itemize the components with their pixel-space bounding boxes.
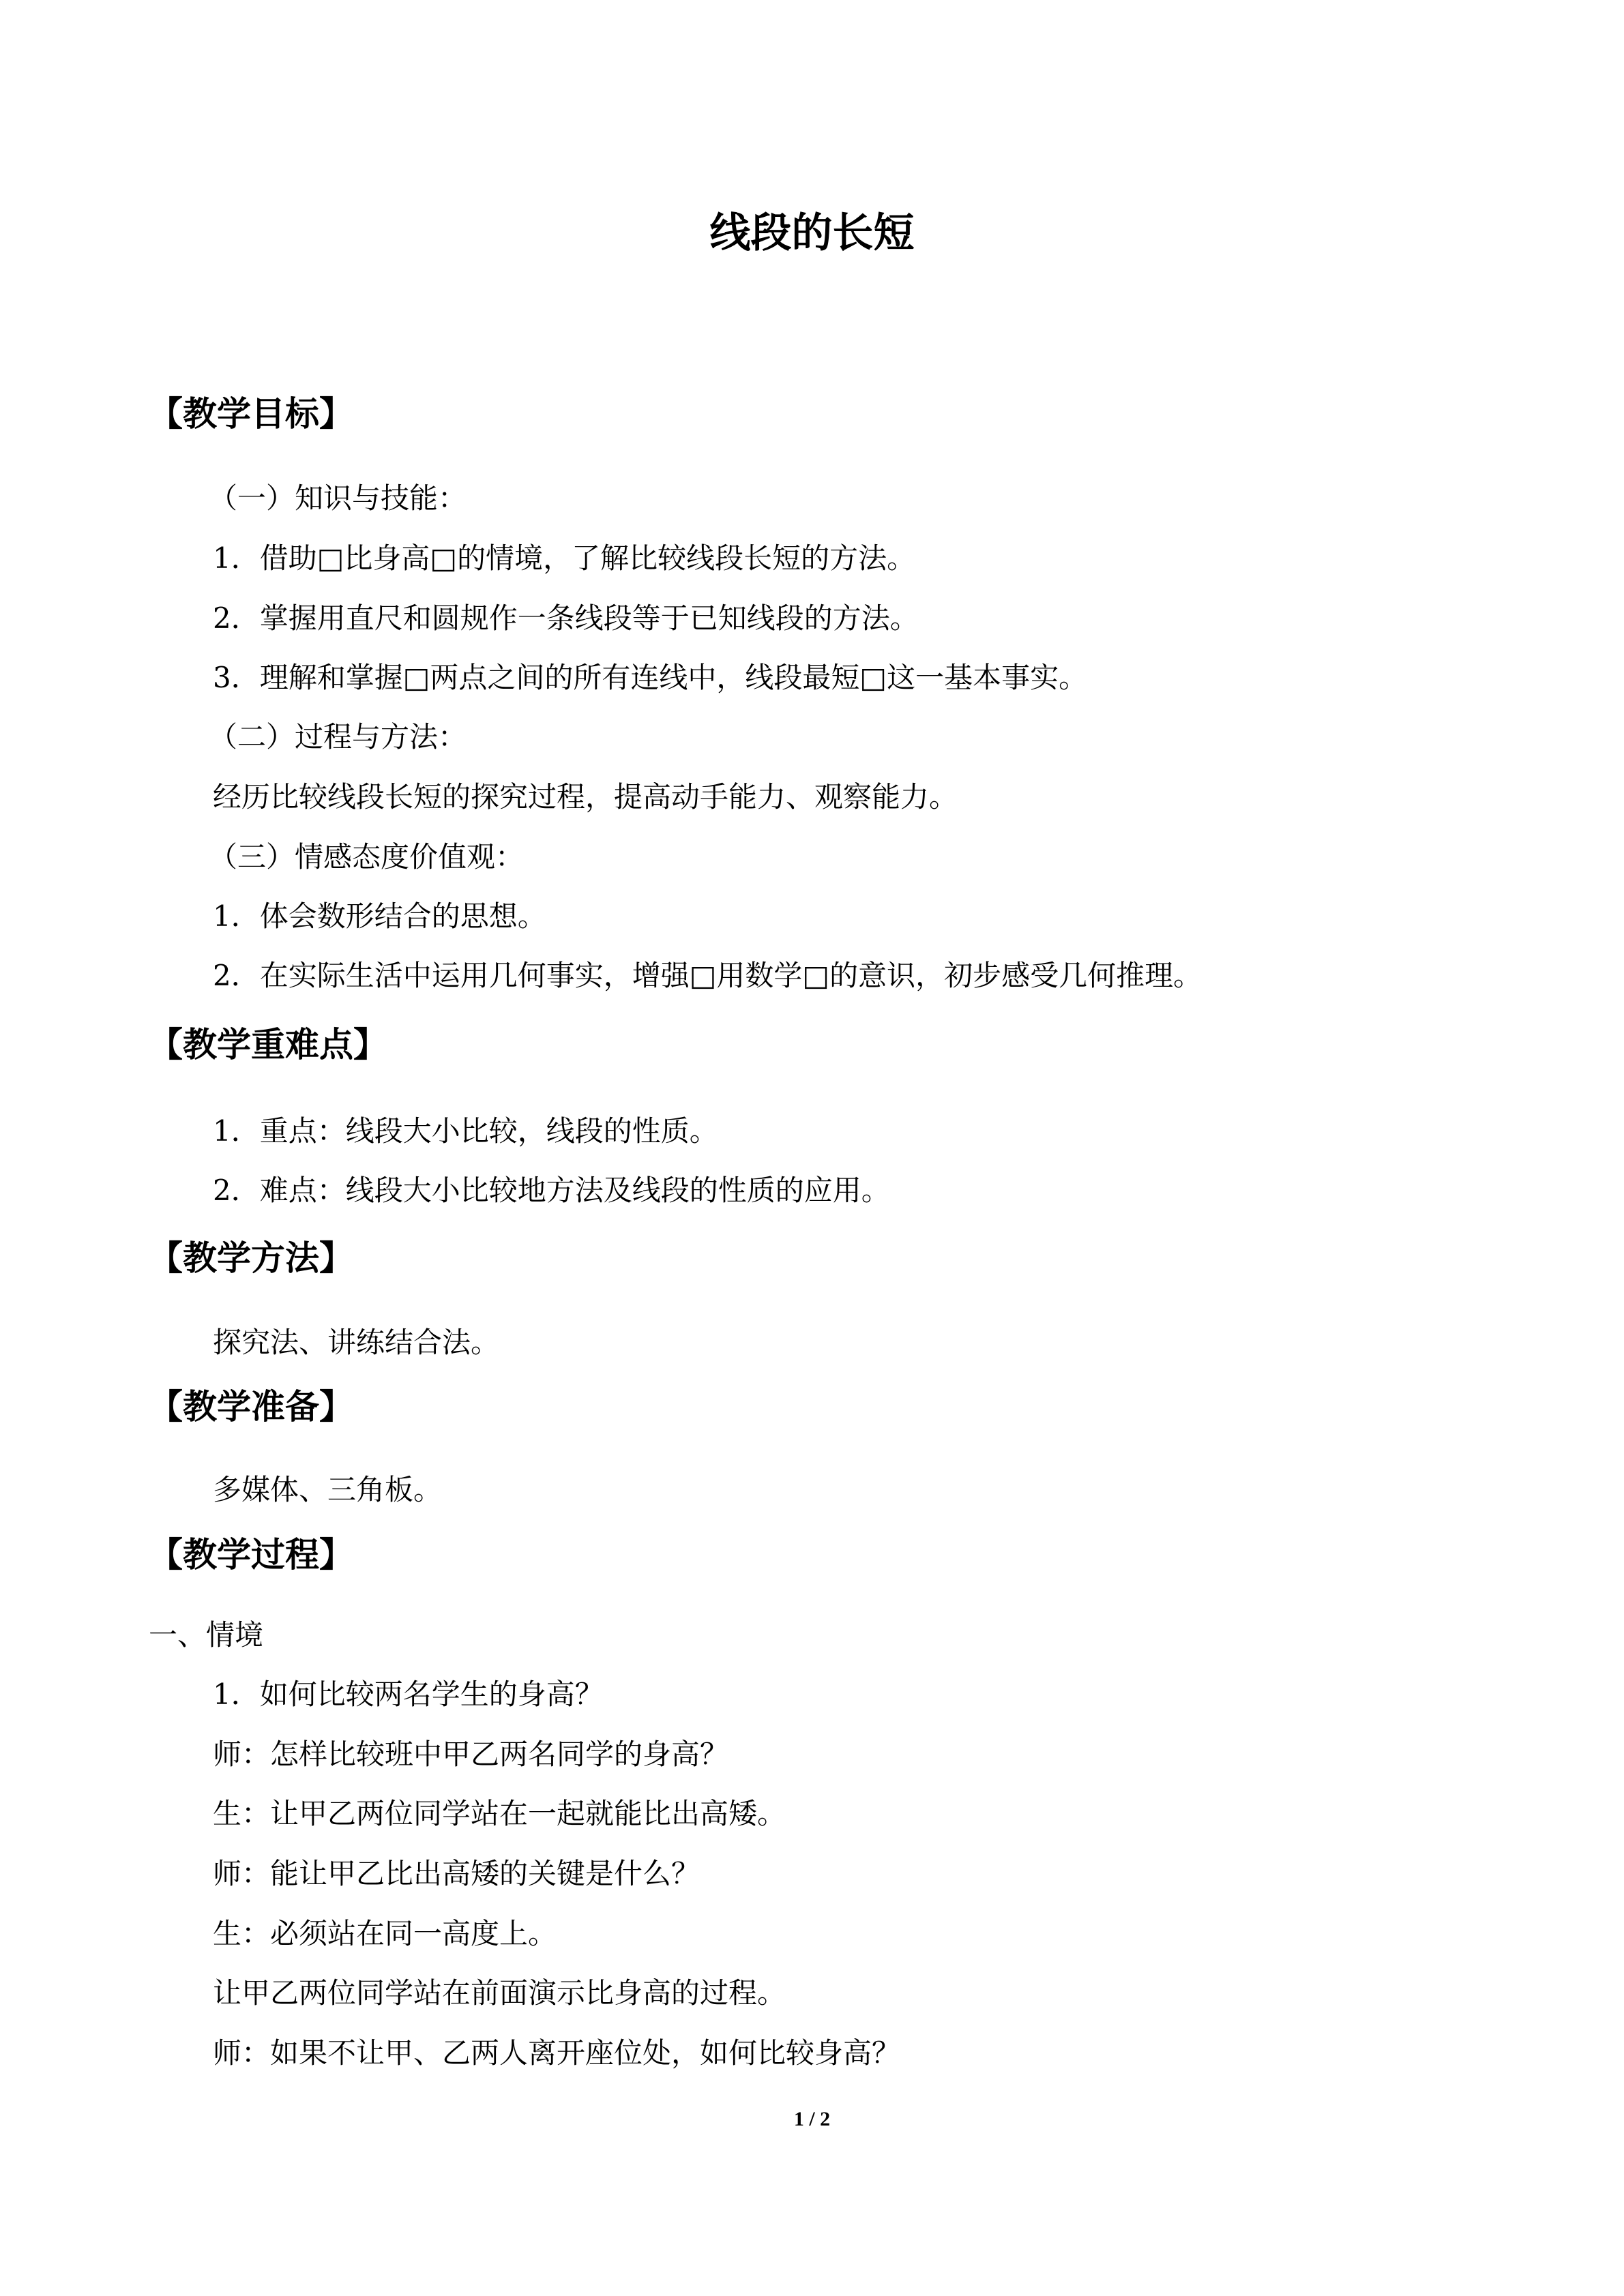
- process-line: 生：必须站在同一高度上。: [213, 1917, 557, 1950]
- key-points-line: 2．难点：线段大小比较地方法及线段的性质的应用。: [213, 1174, 890, 1207]
- methods-line: 探究法、讲练结合法。: [213, 1326, 500, 1359]
- heading-methods: 【教学方法】: [149, 1238, 353, 1278]
- heading-key-points: 【教学重难点】: [149, 1025, 387, 1064]
- process-line: 师：怎样比较班中甲乙两名同学的身高？: [213, 1738, 729, 1771]
- objectives-line: 经历比较线段长短的探究过程，提高动手能力、观察能力。: [213, 780, 958, 814]
- process-section-title: 一、情境: [149, 1618, 264, 1652]
- key-points-line: 1．重点：线段大小比较，线段的性质。: [213, 1114, 718, 1148]
- preparation-line: 多媒体、三角板。: [213, 1473, 443, 1506]
- process-line: 让甲乙两位同学站在前面演示比身高的过程。: [213, 1976, 786, 2010]
- process-line: 生：让甲乙两位同学站在一起就能比出高矮。: [213, 1797, 786, 1830]
- objectives-line: （三）情感态度价值观：: [209, 840, 525, 874]
- objectives-line: （二）过程与方法：: [209, 720, 467, 754]
- objectives-line: 3．理解和掌握□两点之间的所有连线中，线段最短□这一基本事实。: [213, 661, 1088, 694]
- process-line: 师：如果不让甲、乙两人离开座位处，如何比较身高？: [213, 2036, 901, 2070]
- heading-objectives: 【教学目标】: [149, 394, 353, 434]
- page-number: 1 / 2: [793, 2108, 831, 2130]
- objectives-line: 2．在实际生活中运用几何事实，增强□用数学□的意识，初步感受几何推理。: [213, 959, 1202, 992]
- objectives-line: 2．掌握用直尺和圆规作一条线段等于已知线段的方法。: [213, 601, 919, 635]
- heading-process: 【教学过程】: [149, 1535, 353, 1575]
- process-line: 师：能让甲乙比出高矮的关键是什么？: [213, 1857, 700, 1890]
- heading-preparation: 【教学准备】: [149, 1387, 353, 1427]
- objectives-line: 1．体会数形结合的思想。: [213, 899, 546, 933]
- process-line: 1．如何比较两名学生的身高？: [213, 1678, 604, 1711]
- objectives-line: （一）知识与技能：: [209, 481, 467, 515]
- page-title: 线段的长短: [709, 209, 915, 257]
- objectives-line: 1．借助□比身高□的情境，了解比较线段长短的方法。: [213, 541, 916, 575]
